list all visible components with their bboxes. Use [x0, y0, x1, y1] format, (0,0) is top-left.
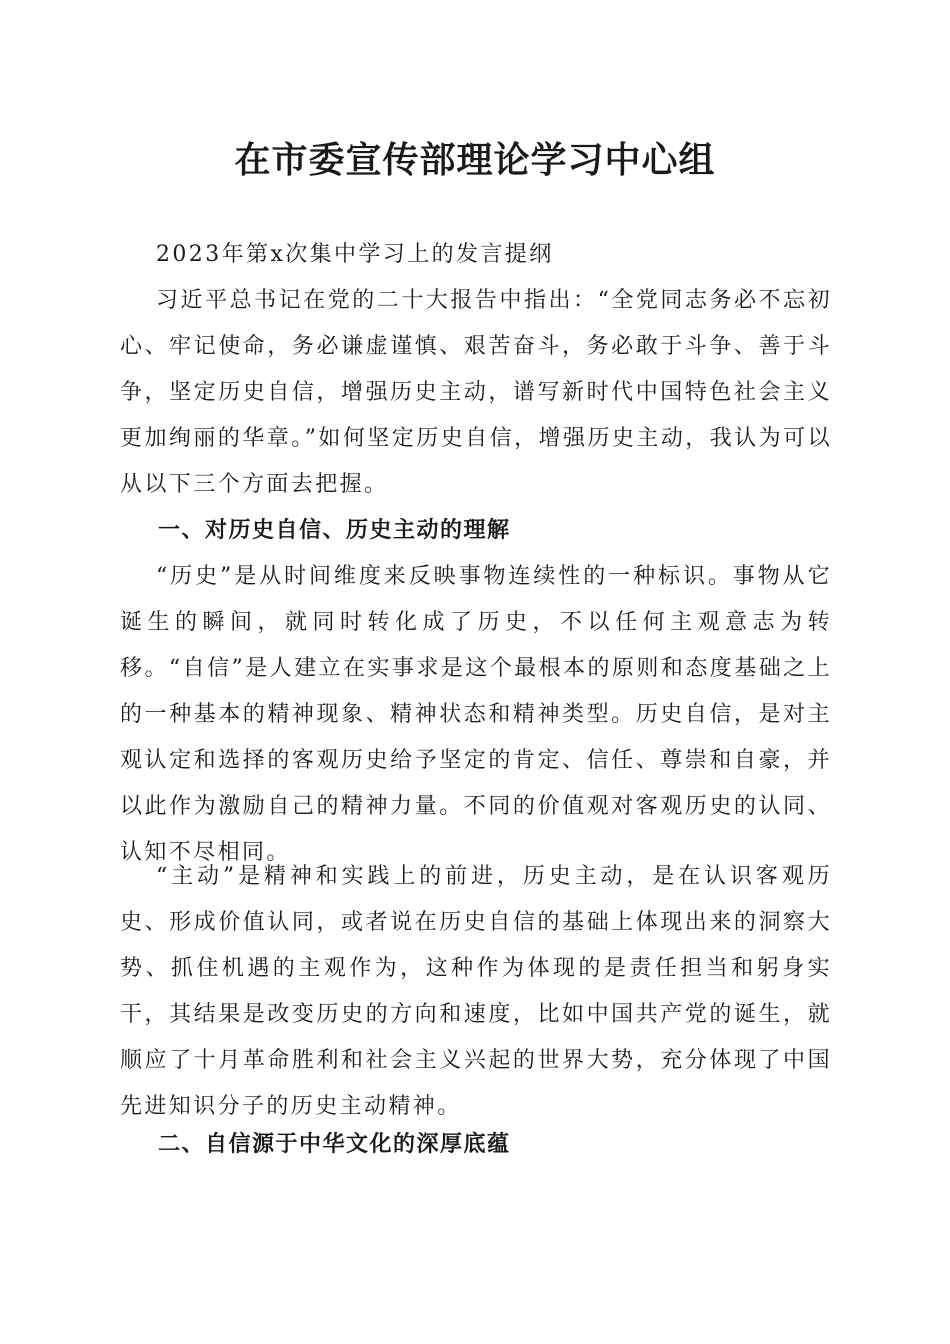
intro-paragraph: 习近平总书记在党的二十大报告中指出：“全党同志务必不忘初心、牢记使命，务必谦虚谨慎、艰苦奋斗，务必敢于斗争、善于斗争，坚定历史自信，增强历史主动，谱写新时代中国特色社会主义更加绚丽的华章。”如何坚定历史自信，增强历史主动，我认为可以从以下三个方面去把握。: [120, 288, 832, 497]
section-1-heading: 一、对历史自信、历史主动的理解: [158, 518, 511, 543]
document-subtitle: 2023年第x次集中学习上的发言提纲: [156, 242, 554, 267]
document-title: 在市委宣传部理论学习中心组: [234, 139, 716, 181]
section-2-heading: 二、自信源于中华文化的深厚底蕴: [158, 1132, 511, 1157]
section-1-paragraph-1: “历史”是从时间维度来反映事物连续性的一种标识。事物从它诞生的瞬间，就同时转化成了历史，不以任何主观意志为转移。“自信”是人建立在实事求是这个最根本的原则和态度基础之上的一种基本的精神现象、精神状态和精神类型。历史自信，是对主观认定和选择的客观历史给予坚定的肯定、信任、尊崇和自豪，并以此作为激励自己的精神力量。不同的价值观对客观历史的认同、认知不尽相同。: [120, 564, 832, 865]
section-1-paragraph-2: “主动”是精神和实践上的前进，历史主动，是在认识客观历史、形成价值认同，或者说在历史自信的基础上体现出来的洞察大势、抓住机遇的主观作为，这种作为体现的是责任担当和躬身实干，其结果是改变历史的方向和速度，比如中国共产党的诞生，就顺应了十月革命胜利和社会主义兴起的世界大势，充分体现了中国先进知识分子的历史主动精神。: [120, 864, 832, 1119]
